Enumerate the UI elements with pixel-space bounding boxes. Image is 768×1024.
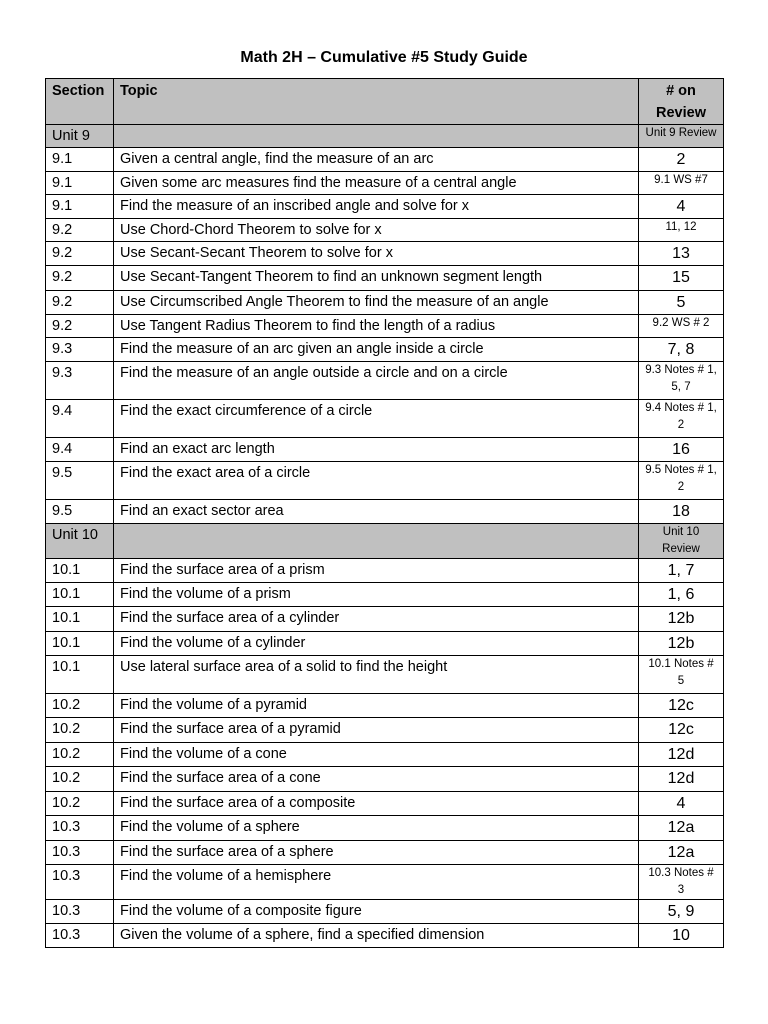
table-row [46,841,724,865]
review-number: 12a [667,819,695,836]
cell-topic: Find the exact circumference of a circle [114,400,639,438]
page-title: Math 2H – Cumulative #5 Study Guide [240,49,528,66]
cell-section: 10.3 [46,924,114,948]
cell-review [639,524,724,559]
table-row [46,338,724,362]
table-row [46,148,724,172]
cell-section: 10.1 [46,559,114,583]
cell-review [639,400,724,438]
review-number: 4 [676,795,686,812]
cell-topic: Find the measure of an inscribed angle and solve for x [114,195,639,219]
cell-review [639,195,724,219]
table-row [46,438,724,462]
review-number: 9.4 Notes # 1, 2 [645,402,717,431]
cell-review [639,632,724,656]
cell-topic: Find the surface area of a cylinder [114,607,639,632]
cell-topic: Use Secant-Secant Theorem to solve for x [114,242,639,266]
cell-review [639,125,724,148]
cell-section: 10.2 [46,718,114,743]
cell-topic: Find the volume of a hemisphere [114,865,639,900]
cell-section: 9.4 [46,438,114,462]
cell-review [639,338,724,362]
cell-review [639,583,724,607]
review-number: 10.1 Notes # 5 [648,658,714,687]
cell-topic: Find the measure of an arc given an angle inside a circle [114,338,639,362]
review-number: 5 [676,294,686,311]
cell-section: Unit 9 [46,125,114,148]
cell-section: 9.2 [46,291,114,315]
table-row [46,865,724,900]
cell-topic: Find the volume of a composite figure [114,900,639,924]
cell-section: 10.3 [46,865,114,900]
table-row [46,583,724,607]
cell-section: 10.1 [46,607,114,632]
table-row [46,500,724,524]
table-row [46,718,724,743]
review-number: 12b [667,610,695,627]
review-number: 4 [676,198,686,215]
review-number: Unit 9 Review [645,127,717,139]
cell-review [639,841,724,865]
cell-review [639,315,724,338]
cell-topic: Find the surface area of a composite [114,792,639,816]
review-number: 10.3 Notes # 3 [648,867,714,896]
cell-section: 9.2 [46,242,114,266]
cell-review [639,694,724,718]
cell-topic [114,524,639,559]
cell-topic: Find the exact area of a circle [114,462,639,500]
cell-section: 9.5 [46,500,114,524]
review-number: 12c [668,697,694,714]
cell-topic: Find the volume of a cone [114,743,639,767]
table-row [46,242,724,266]
table-row [46,195,724,219]
review-number: 1, 6 [667,586,695,603]
review-number: 12d [667,770,695,787]
review-number: 11, 12 [665,221,697,233]
column-header-section: Section [46,79,114,125]
column-header-topic: Topic [114,79,639,125]
unit-header-row [46,125,724,148]
review-number: 9.2 WS # 2 [652,317,710,329]
cell-review [639,767,724,792]
cell-review [639,500,724,524]
table-row [46,924,724,948]
table-header-row [46,79,724,125]
cell-section: 10.3 [46,900,114,924]
table-row [46,656,724,694]
cell-section: 9.1 [46,195,114,219]
review-number: 12b [667,635,695,652]
table-row [46,743,724,767]
cell-topic: Use lateral surface area of a solid to find the height [114,656,639,694]
review-number: 15 [672,269,690,286]
cell-section: 9.1 [46,172,114,195]
cell-section: 10.2 [46,767,114,792]
cell-topic: Use Tangent Radius Theorem to find the length of a radius [114,315,639,338]
cell-review [639,242,724,266]
cell-review [639,792,724,816]
table-row [46,400,724,438]
cell-section: 10.1 [46,656,114,694]
column-header-review: # on Review [639,79,724,125]
table-row [46,792,724,816]
review-number: 12c [668,721,694,738]
table-row [46,219,724,242]
table-row [46,767,724,792]
cell-section: 9.1 [46,148,114,172]
cell-topic: Find the volume of a pyramid [114,694,639,718]
cell-section: 9.5 [46,462,114,500]
cell-section: 9.2 [46,315,114,338]
cell-topic: Find the surface area of a cone [114,767,639,792]
table-row [46,900,724,924]
cell-topic: Find the volume of a cylinder [114,632,639,656]
table-row [46,172,724,195]
cell-review [639,743,724,767]
cell-topic: Find the surface area of a sphere [114,841,639,865]
review-number: 9.1 WS #7 [654,174,708,186]
table-row [46,632,724,656]
table-row [46,266,724,291]
review-number: 9.5 Notes # 1, 2 [645,464,717,493]
review-number: 12d [667,746,695,763]
table-body [46,125,724,948]
cell-review [639,924,724,948]
review-number: 16 [672,441,690,458]
table-row [46,607,724,632]
cell-review [639,865,724,900]
cell-section: 10.3 [46,816,114,841]
cell-review [639,172,724,195]
table-row [46,559,724,583]
review-number: 1, 7 [667,562,695,579]
review-number: 2 [676,151,686,168]
table-row [46,694,724,718]
cell-review [639,438,724,462]
cell-topic: Find the volume of a sphere [114,816,639,841]
cell-review [639,462,724,500]
table-row [46,462,724,500]
cell-section: Unit 10 [46,524,114,559]
cell-topic: Use Chord-Chord Theorem to solve for x [114,219,639,242]
table-row [46,291,724,315]
table-row [46,362,724,400]
cell-review [639,148,724,172]
review-number: 7, 8 [667,341,695,358]
cell-topic: Find the volume of a prism [114,583,639,607]
review-number: 13 [672,245,690,262]
cell-topic: Find the surface area of a prism [114,559,639,583]
cell-topic: Use Secant-Tangent Theorem to find an unknown segment length [114,266,639,291]
cell-topic: Find the surface area of a pyramid [114,718,639,743]
cell-section: 9.2 [46,219,114,242]
cell-section: 10.3 [46,841,114,865]
cell-topic: Find an exact sector area [114,500,639,524]
cell-review [639,266,724,291]
cell-section: 9.3 [46,338,114,362]
cell-topic: Given some arc measures find the measure of a central angle [114,172,639,195]
review-number: 5, 9 [667,903,695,920]
cell-review [639,656,724,694]
cell-section: 10.2 [46,743,114,767]
cell-topic: Given the volume of a sphere, find a specified dimension [114,924,639,948]
cell-section: 10.1 [46,632,114,656]
cell-review [639,559,724,583]
cell-review [639,219,724,242]
table-row [46,315,724,338]
review-number: 12a [667,844,695,861]
review-number: 10 [672,927,690,944]
study-guide-table [45,78,724,948]
cell-section: 10.1 [46,583,114,607]
cell-review [639,718,724,743]
review-number: 9.3 Notes # 1, 5, 7 [645,364,717,393]
cell-review [639,291,724,315]
cell-review [639,607,724,632]
cell-section: 9.3 [46,362,114,400]
cell-review [639,816,724,841]
cell-review [639,900,724,924]
cell-topic [114,125,639,148]
unit-header-row [46,524,724,559]
review-number: Unit 10 Review [662,526,700,555]
table-row [46,816,724,841]
cell-topic: Given a central angle, find the measure of an arc [114,148,639,172]
cell-section: 10.2 [46,694,114,718]
cell-topic: Use Circumscribed Angle Theorem to find the measure of an angle [114,291,639,315]
cell-topic: Find an exact arc length [114,438,639,462]
cell-topic: Find the measure of an angle outside a circle and on a circle [114,362,639,400]
cell-section: 9.4 [46,400,114,438]
review-number: 18 [672,503,690,520]
cell-review [639,362,724,400]
cell-section: 9.2 [46,266,114,291]
cell-section: 10.2 [46,792,114,816]
